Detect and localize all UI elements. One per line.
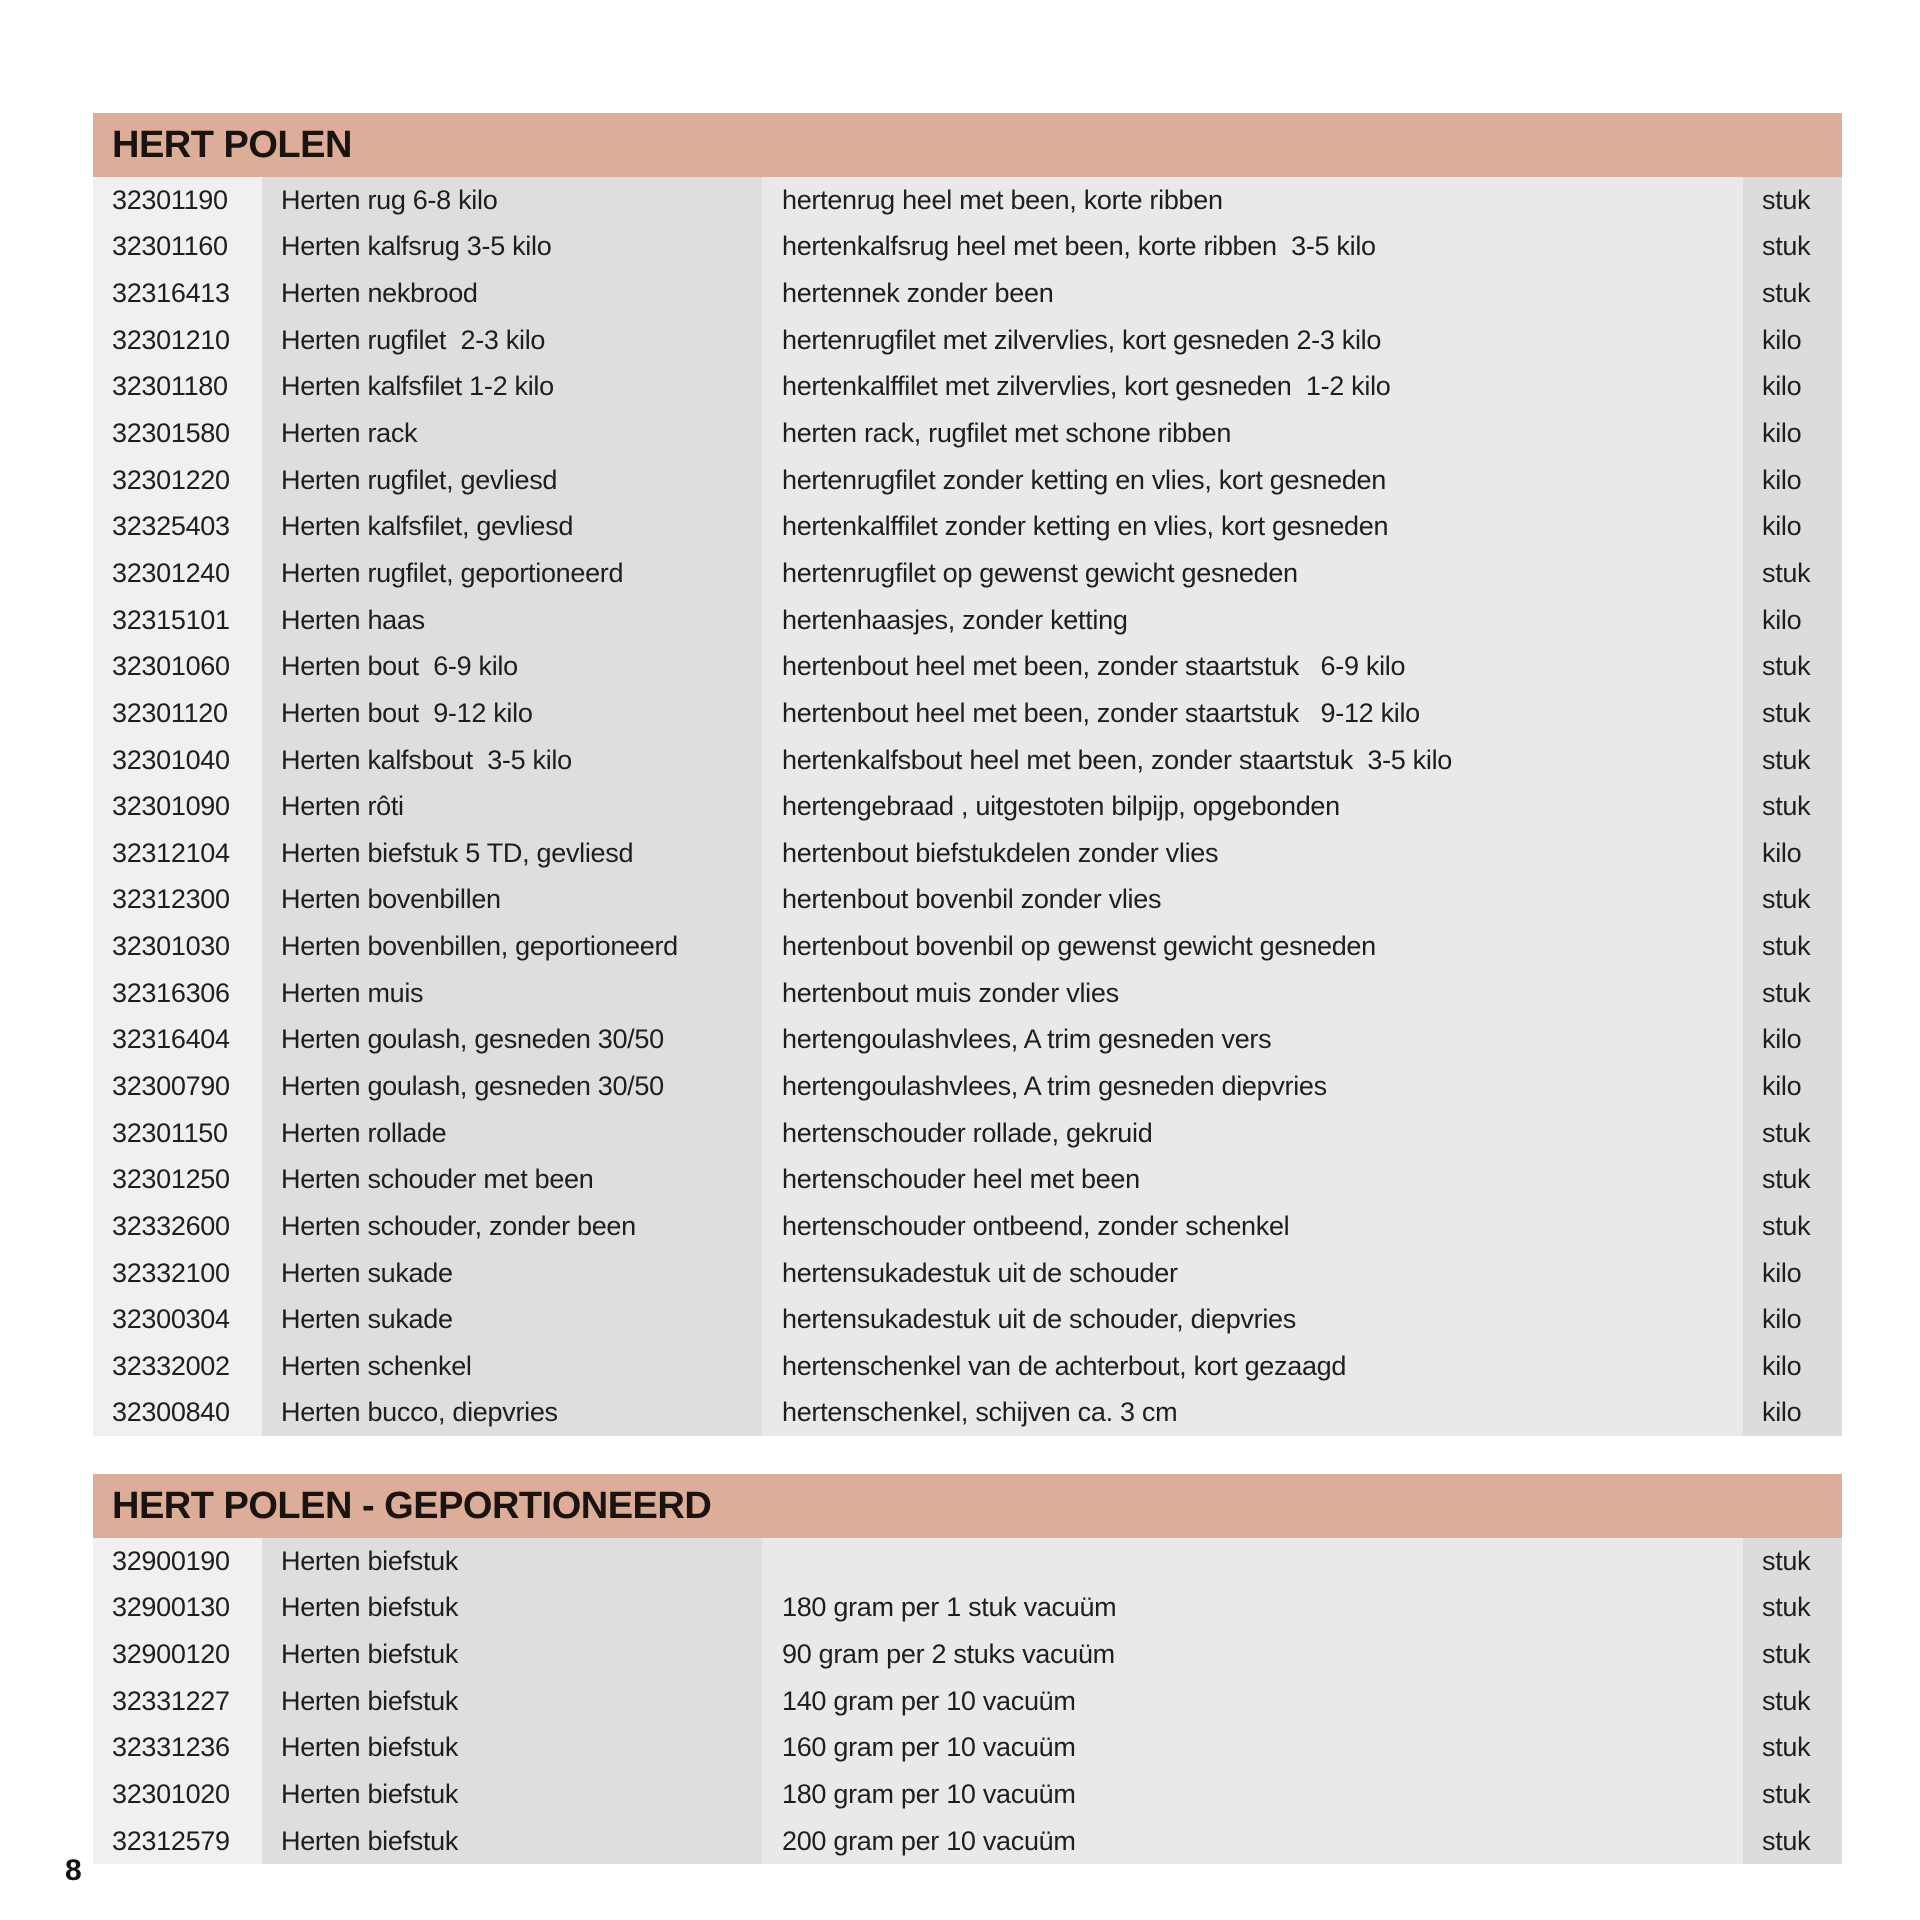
product-name: Herten biefstuk [262, 1818, 762, 1865]
product-description: 200 gram per 10 vacuüm [762, 1818, 1743, 1865]
article-number: 32900190 [93, 1538, 262, 1585]
article-number: 32332002 [93, 1343, 262, 1390]
product-description: hertenrug heel met been, korte ribben [762, 177, 1743, 224]
article-number: 32300790 [93, 1063, 262, 1110]
product-name: Herten muis [262, 970, 762, 1017]
article-number: 32316306 [93, 970, 262, 1017]
product-description: 160 gram per 10 vacuüm [762, 1725, 1743, 1772]
article-number: 32301030 [93, 923, 262, 970]
table-row [93, 364, 1842, 411]
product-description: hertenrugfilet met zilvervlies, kort gesneden 2-3 kilo [762, 317, 1743, 364]
product-name: Herten rugfilet, gevliesd [262, 457, 762, 504]
product-name: Herten rôti [262, 783, 762, 830]
article-number: 32332600 [93, 1203, 262, 1250]
product-description [762, 1538, 1743, 1585]
unit: stuk [1743, 177, 1842, 224]
product-description: hertenbout muis zonder vlies [762, 970, 1743, 1017]
unit: stuk [1743, 550, 1842, 597]
article-number: 32301220 [93, 457, 262, 504]
unit: stuk [1743, 224, 1842, 271]
table-row [93, 1250, 1842, 1297]
product-table [93, 1538, 1842, 1864]
product-table [93, 177, 1842, 1436]
table-row [93, 177, 1842, 224]
unit: stuk [1743, 690, 1842, 737]
product-name: Herten biefstuk [262, 1725, 762, 1772]
unit: stuk [1743, 270, 1842, 317]
product-description: hertenbout heel met been, zonder staartstuk 6-9 kilo [762, 643, 1743, 690]
unit: kilo [1743, 410, 1842, 457]
unit: stuk [1743, 1156, 1842, 1203]
table-row [93, 1110, 1842, 1157]
article-number: 32331236 [93, 1725, 262, 1772]
product-name: Herten schouder met been [262, 1156, 762, 1203]
article-number: 32900120 [93, 1631, 262, 1678]
unit: kilo [1743, 1250, 1842, 1297]
table-row [93, 457, 1842, 504]
table-row [93, 1818, 1842, 1865]
product-description: hertenrugfilet op gewenst gewicht gesneden [762, 550, 1743, 597]
product-name: Herten biefstuk [262, 1538, 762, 1585]
unit: kilo [1743, 457, 1842, 504]
product-name: Herten haas [262, 597, 762, 644]
unit: stuk [1743, 1585, 1842, 1632]
table-row [93, 1296, 1842, 1343]
article-number: 32301020 [93, 1771, 262, 1818]
unit: kilo [1743, 1017, 1842, 1064]
article-number: 32332100 [93, 1250, 262, 1297]
product-name: Herten bovenbillen [262, 877, 762, 924]
product-name: Herten nekbrood [262, 270, 762, 317]
article-number: 32312104 [93, 830, 262, 877]
unit: stuk [1743, 783, 1842, 830]
article-number: 32315101 [93, 597, 262, 644]
unit: kilo [1743, 364, 1842, 411]
product-description: herten rack, rugfilet met schone ribben [762, 410, 1743, 457]
unit: stuk [1743, 1203, 1842, 1250]
article-number: 32300304 [93, 1296, 262, 1343]
section-hert-polen [93, 113, 1842, 1436]
product-description: hertennek zonder been [762, 270, 1743, 317]
table-row [93, 643, 1842, 690]
unit: stuk [1743, 877, 1842, 924]
table-row [93, 1678, 1842, 1725]
unit: stuk [1743, 1771, 1842, 1818]
product-description: hertenschouder rollade, gekruid [762, 1110, 1743, 1157]
article-number: 32301580 [93, 410, 262, 457]
product-name: Herten bovenbillen, geportioneerd [262, 923, 762, 970]
unit: kilo [1743, 597, 1842, 644]
article-number: 32312579 [93, 1818, 262, 1865]
unit: kilo [1743, 317, 1842, 364]
product-description: hertenschenkel van de achterbout, kort gezaagd [762, 1343, 1743, 1390]
product-name: Herten kalfsbout 3-5 kilo [262, 737, 762, 784]
table-row [93, 1390, 1842, 1437]
product-description: hertengoulashvlees, A trim gesneden diepvries [762, 1063, 1743, 1110]
article-number: 32316413 [93, 270, 262, 317]
unit: kilo [1743, 1296, 1842, 1343]
unit: kilo [1743, 1343, 1842, 1390]
table-row [93, 317, 1842, 364]
table-row [93, 597, 1842, 644]
table-row [93, 550, 1842, 597]
table-row [93, 410, 1842, 457]
unit: kilo [1743, 830, 1842, 877]
article-number: 32301240 [93, 550, 262, 597]
unit: stuk [1743, 643, 1842, 690]
article-number: 32301180 [93, 364, 262, 411]
product-description: hertenrugfilet zonder ketting en vlies, kort gesneden [762, 457, 1743, 504]
product-name: Herten goulash, gesneden 30/50 [262, 1063, 762, 1110]
table-row [93, 1203, 1842, 1250]
section-hert-polen-geportioneerd [93, 1474, 1842, 1864]
product-name: Herten kalfsrug 3-5 kilo [262, 224, 762, 271]
product-name: Herten biefstuk [262, 1631, 762, 1678]
table-row [93, 1017, 1842, 1064]
article-number: 32316404 [93, 1017, 262, 1064]
table-row [93, 1538, 1842, 1585]
product-name: Herten sukade [262, 1296, 762, 1343]
table-row [93, 877, 1842, 924]
table-row [93, 270, 1842, 317]
product-name: Herten biefstuk [262, 1678, 762, 1725]
article-number: 32301210 [93, 317, 262, 364]
product-description: 180 gram per 10 vacuüm [762, 1771, 1743, 1818]
article-number: 32301150 [93, 1110, 262, 1157]
unit: stuk [1743, 1818, 1842, 1865]
page-number: 8 [65, 1854, 82, 1887]
table-row [93, 1156, 1842, 1203]
product-name: Herten sukade [262, 1250, 762, 1297]
product-description: hertensukadestuk uit de schouder [762, 1250, 1743, 1297]
unit: kilo [1743, 1390, 1842, 1437]
table-row [93, 923, 1842, 970]
product-description: 140 gram per 10 vacuüm [762, 1678, 1743, 1725]
product-description: hertensukadestuk uit de schouder, diepvries [762, 1296, 1743, 1343]
article-number: 32325403 [93, 503, 262, 550]
unit: stuk [1743, 1631, 1842, 1678]
table-row [93, 1063, 1842, 1110]
product-name: Herten bout 9-12 kilo [262, 690, 762, 737]
product-description: hertengoulashvlees, A trim gesneden vers [762, 1017, 1743, 1064]
product-description: hertenbout bovenbil zonder vlies [762, 877, 1743, 924]
product-name: Herten schouder, zonder been [262, 1203, 762, 1250]
article-number: 32331227 [93, 1678, 262, 1725]
unit: stuk [1743, 1538, 1842, 1585]
article-number: 32312300 [93, 877, 262, 924]
product-description: hertenschouder ontbeend, zonder schenkel [762, 1203, 1743, 1250]
table-row [93, 737, 1842, 784]
product-description: hertenbout biefstukdelen zonder vlies [762, 830, 1743, 877]
table-row [93, 830, 1842, 877]
table-row [93, 1725, 1842, 1772]
section-title: HERT POLEN - GEPORTIONEERD [93, 1474, 1842, 1538]
unit: stuk [1743, 737, 1842, 784]
unit: kilo [1743, 503, 1842, 550]
article-number: 32301090 [93, 783, 262, 830]
product-name: Herten kalfsfilet, gevliesd [262, 503, 762, 550]
article-number: 32301190 [93, 177, 262, 224]
product-name: Herten rug 6-8 kilo [262, 177, 762, 224]
product-name: Herten schenkel [262, 1343, 762, 1390]
product-name: Herten kalfsfilet 1-2 kilo [262, 364, 762, 411]
unit: stuk [1743, 923, 1842, 970]
product-description: hertenkalffilet met zilvervlies, kort gesneden 1-2 kilo [762, 364, 1743, 411]
article-number: 32301040 [93, 737, 262, 784]
table-row [93, 224, 1842, 271]
product-name: Herten biefstuk 5 TD, gevliesd [262, 830, 762, 877]
product-name: Herten rugfilet 2-3 kilo [262, 317, 762, 364]
product-name: Herten goulash, gesneden 30/50 [262, 1017, 762, 1064]
product-description: hertenkalfsrug heel met been, korte ribben 3-5 kilo [762, 224, 1743, 271]
product-description: hertenbout bovenbil op gewenst gewicht gesneden [762, 923, 1743, 970]
product-name: Herten bucco, diepvries [262, 1390, 762, 1437]
product-name: Herten rollade [262, 1110, 762, 1157]
product-name: Herten rugfilet, geportioneerd [262, 550, 762, 597]
product-description: hertenbout heel met been, zonder staartstuk 9-12 kilo [762, 690, 1743, 737]
unit: kilo [1743, 1063, 1842, 1110]
table-row [93, 690, 1842, 737]
product-description: hertenschenkel, schijven ca. 3 cm [762, 1390, 1743, 1437]
table-row [93, 1343, 1842, 1390]
product-description: hertenkalffilet zonder ketting en vlies, kort gesneden [762, 503, 1743, 550]
article-number: 32301120 [93, 690, 262, 737]
table-row [93, 783, 1842, 830]
article-number: 32300840 [93, 1390, 262, 1437]
product-name: Herten biefstuk [262, 1585, 762, 1632]
table-row [93, 1585, 1842, 1632]
product-name: Herten biefstuk [262, 1771, 762, 1818]
product-description: hertenkalfsbout heel met been, zonder staartstuk 3-5 kilo [762, 737, 1743, 784]
table-row [93, 503, 1842, 550]
product-description: hertenschouder heel met been [762, 1156, 1743, 1203]
product-description: hertengebraad , uitgestoten bilpijp, opgebonden [762, 783, 1743, 830]
product-description: hertenhaasjes, zonder ketting [762, 597, 1743, 644]
section-title: HERT POLEN [93, 113, 1842, 177]
article-number: 32900130 [93, 1585, 262, 1632]
table-row [93, 1771, 1842, 1818]
unit: stuk [1743, 1110, 1842, 1157]
table-row [93, 970, 1842, 1017]
product-name: Herten bout 6-9 kilo [262, 643, 762, 690]
unit: stuk [1743, 970, 1842, 1017]
product-description: 90 gram per 2 stuks vacuüm [762, 1631, 1743, 1678]
article-number: 32301160 [93, 224, 262, 271]
unit: stuk [1743, 1725, 1842, 1772]
product-name: Herten rack [262, 410, 762, 457]
article-number: 32301250 [93, 1156, 262, 1203]
table-row [93, 1631, 1842, 1678]
unit: stuk [1743, 1678, 1842, 1725]
article-number: 32301060 [93, 643, 262, 690]
product-description: 180 gram per 1 stuk vacuüm [762, 1585, 1743, 1632]
